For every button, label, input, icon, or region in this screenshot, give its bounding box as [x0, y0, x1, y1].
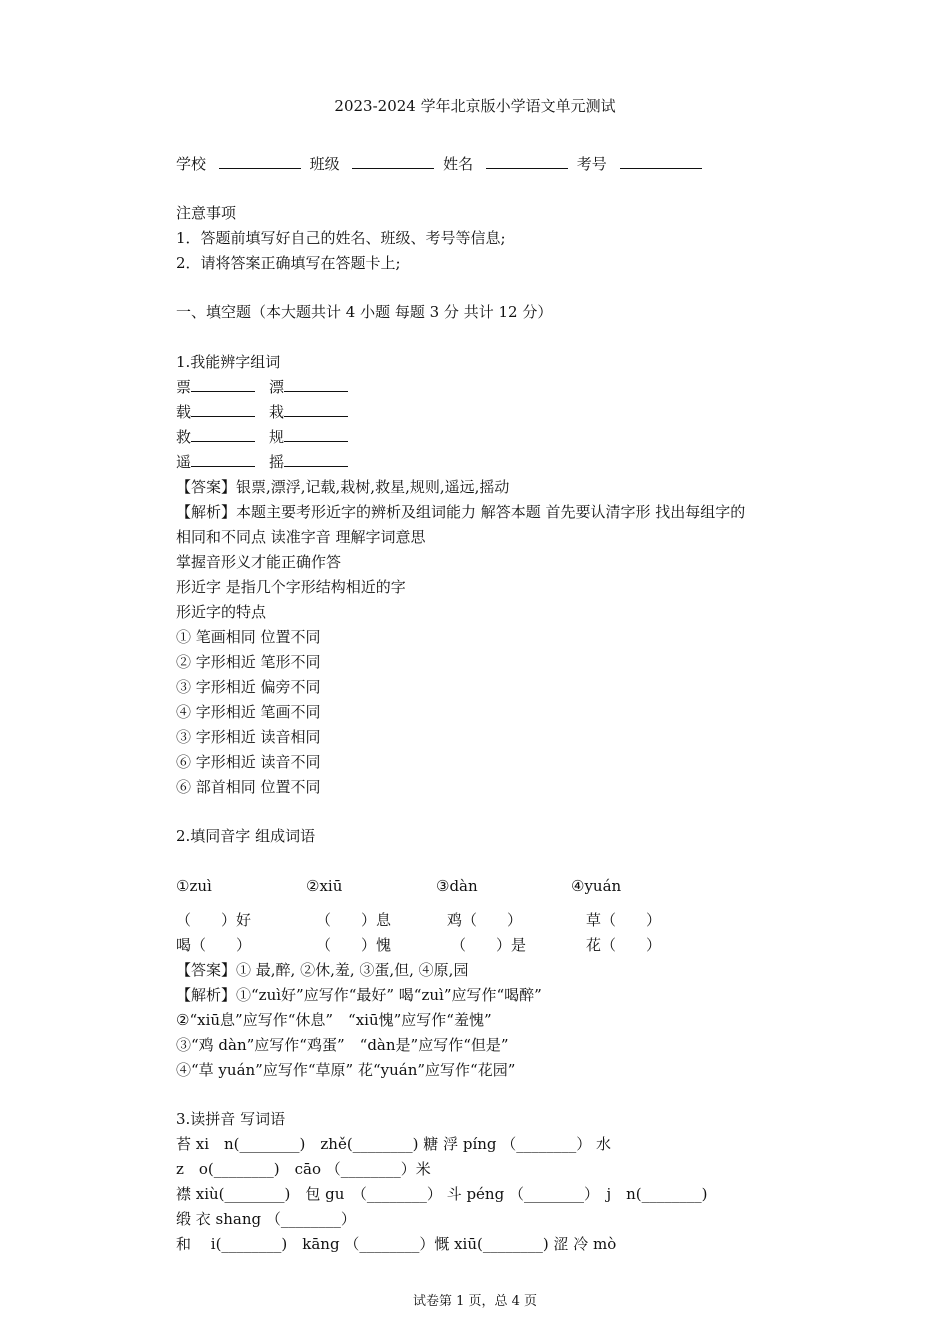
blank-field[interactable] [191, 452, 255, 467]
fill-item[interactable]: 花（ ） [586, 936, 662, 954]
word-pair-row [176, 452, 348, 472]
fill-item[interactable]: 鸡（ ） [447, 911, 523, 929]
pair-char-a: 载 [176, 403, 192, 421]
pinyin-label: ②xiū [306, 877, 343, 895]
answer-text: 【答案】银票,漂浮,记载,栽树,救星,规则,遥远,摇动 [176, 478, 510, 496]
pinyin-label: ④yuán [571, 877, 622, 895]
pinyin-question-line: z o(________) cāo （________）米 [176, 1160, 431, 1178]
analysis-line: ③ 字形相近 读音相同 [176, 728, 321, 746]
notice-item-1: 1．答题前填写好自己的姓名、班级、考号等信息; [176, 229, 506, 247]
student-info-row [176, 154, 702, 174]
pair-char-a: 票 [176, 378, 192, 396]
question-3-title: 3.读拼音 写词语 [176, 1110, 286, 1128]
pair-char-a: 救 [176, 428, 192, 446]
blank-field[interactable] [284, 452, 348, 467]
blank-field[interactable] [284, 377, 348, 392]
class-label: 班级 [309, 155, 340, 173]
question-1-title: 1.我能辨字组词 [176, 353, 281, 371]
analysis-line: ②“xiū息”应写作“休息” “xiū愧”应写作“羞愧” [176, 1011, 492, 1029]
pinyin-label: ③dàn [436, 877, 478, 895]
analysis-line: 形近字的特点 [176, 603, 267, 621]
exam-number-label: 考号 [576, 155, 607, 173]
analysis-line: 相同和不同点 读准字音 理解字词意思 [176, 528, 426, 546]
analysis-line: ③ 字形相近 偏旁不同 [176, 678, 321, 696]
answer-text: 【答案】① 最,醉, ②休,羞, ③蛋,但, ④原,园 [176, 961, 469, 979]
section-heading: 一、填空题（本大题共计 4 小题 每题 3 分 共计 12 分） [176, 303, 553, 321]
blank-field[interactable] [191, 377, 255, 392]
school-label: 学校 [176, 155, 207, 173]
pinyin-question-line: 缎 衣 shang （________） [176, 1210, 356, 1228]
class-field[interactable] [352, 154, 434, 169]
pair-char-a: 遥 [176, 453, 192, 471]
page-title: 2023-2024 学年北京版小学语文单元测试 [334, 97, 616, 115]
word-pair-row [176, 427, 348, 447]
analysis-line: ① 笔画相同 位置不同 [176, 628, 321, 646]
pair-char-b: 摇 [269, 453, 285, 471]
blank-field[interactable] [284, 402, 348, 417]
pair-char-b: 漂 [269, 378, 285, 396]
analysis-line: ② 字形相近 笔形不同 [176, 653, 321, 671]
name-field[interactable] [486, 154, 568, 169]
notice-heading: 注意事项 [176, 204, 237, 222]
pair-char-b: 栽 [269, 403, 285, 421]
school-field[interactable] [219, 154, 301, 169]
blank-field[interactable] [284, 427, 348, 442]
analysis-line: ④“草 yuán”应写作“草原” 花“yuán”应写作“花园” [176, 1061, 516, 1079]
fill-item[interactable]: 草（ ） [586, 911, 662, 929]
analysis-line: 【解析】①“zuì好”应写作“最好” 喝“zuì”应写作“喝醉” [176, 986, 542, 1004]
analysis-line: ④ 字形相近 笔画不同 [176, 703, 321, 721]
blank-field[interactable] [191, 402, 255, 417]
name-label: 姓名 [443, 155, 474, 173]
analysis-line: 【解析】本题主要考形近字的辨析及组词能力 解答本题 首先要认清字形 找出每组字的 [176, 503, 746, 521]
fill-item[interactable]: （ ）愧 [316, 936, 392, 954]
analysis-line: 形近字 是指几个字形结构相近的字 [176, 578, 406, 596]
pinyin-question-line: 苔 xi n(________) zhě(________) 糖 浮 píng （________） 水 [176, 1135, 612, 1153]
fill-item[interactable]: 喝（ ） [176, 936, 252, 954]
analysis-line: ⑥ 字形相近 读音不同 [176, 753, 321, 771]
analysis-line: 掌握音形义才能正确作答 [176, 553, 342, 571]
exam-number-field[interactable] [620, 154, 702, 169]
fill-item[interactable]: （ ）息 [316, 911, 392, 929]
page-footer: 试卷第 1 页，总 4 页 [412, 1294, 538, 1309]
word-pair-row [176, 402, 348, 422]
fill-item[interactable]: （ ）是 [451, 936, 527, 954]
pinyin-question-line: 襟 xiù(________) 包 gu （________） 斗 péng （________） j n(________) [176, 1185, 708, 1203]
pinyin-question-line: 和 i(________) kāng （________）慨 xiū(________) 涩 冷 mò [176, 1235, 617, 1253]
pinyin-label: ①zuì [176, 877, 212, 895]
notice-item-2: 2．请将答案正确填写在答题卡上; [176, 254, 401, 272]
fill-item[interactable]: （ ）好 [176, 911, 252, 929]
pair-char-b: 规 [269, 428, 285, 446]
question-2-title: 2.填同音字 组成词语 [176, 827, 316, 845]
word-pair-row [176, 377, 348, 397]
analysis-line: ③“鸡 dàn”应写作“鸡蛋” “dàn是”应写作“但是” [176, 1036, 509, 1054]
blank-field[interactable] [191, 427, 255, 442]
analysis-line: ⑥ 部首相同 位置不同 [176, 778, 321, 796]
